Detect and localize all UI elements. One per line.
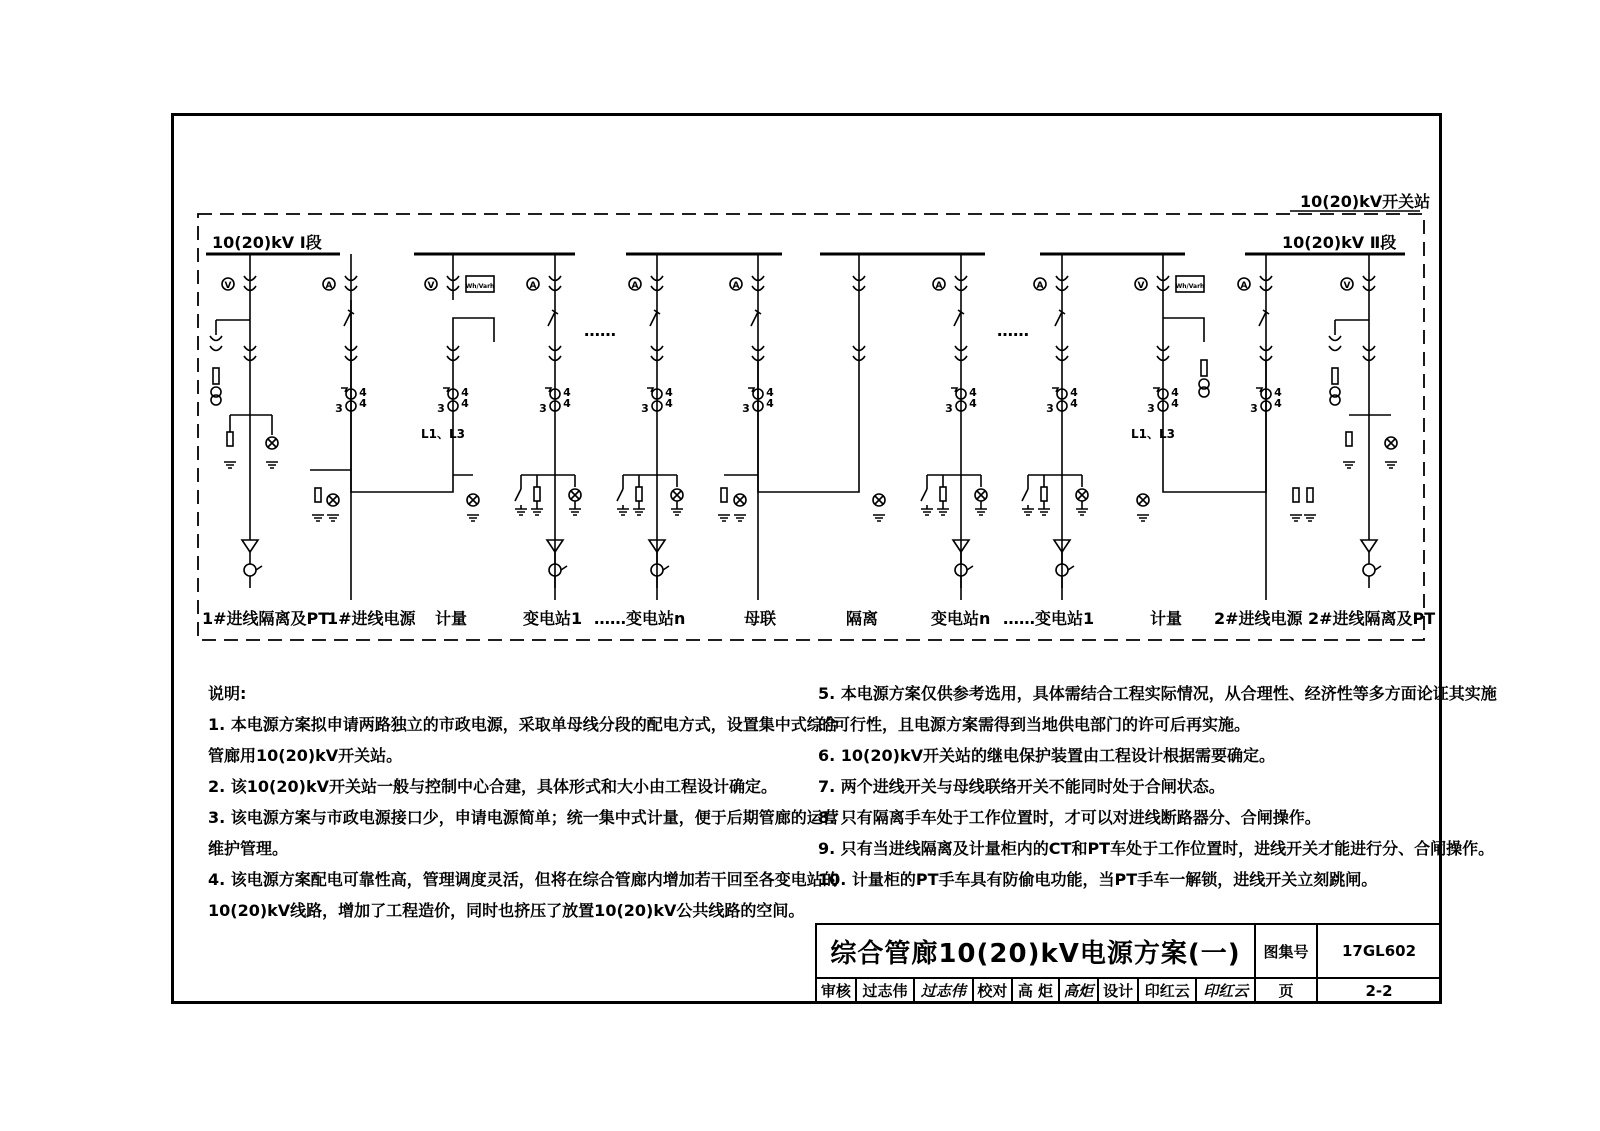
- ct-tap-icon: [1153, 388, 1159, 392]
- ct-label: 4: [359, 386, 367, 399]
- ct-tap-icon: [341, 388, 347, 392]
- indicator-lamp-icon: [469, 496, 477, 504]
- panel-incoming-isolation-pt-2: [1329, 254, 1397, 588]
- bus-left-label: 10(20)kV Ⅰ段: [212, 233, 322, 252]
- earthing-switch-icon: [921, 489, 927, 501]
- ground-icon: [1022, 509, 1034, 515]
- arrester-icon: [534, 487, 540, 501]
- note-line: 6. 10(20)kV开关站的继电保护装置由工程设计根据需要确定。: [818, 746, 1275, 765]
- panel-bus-coupler: [730, 254, 774, 600]
- ct-label: 4: [969, 386, 977, 399]
- plug-contact-icon: [1329, 336, 1341, 341]
- panel-label: ……变电站n: [594, 609, 686, 628]
- panel-substation-1: [515, 254, 581, 600]
- ct-label: 3: [539, 402, 547, 415]
- notes-right: [818, 678, 1497, 895]
- arrester-icon: [227, 432, 233, 446]
- panel-labels: [202, 609, 1435, 628]
- panel-bus-coupler-load: [718, 475, 758, 521]
- panel-label: 1#进线电源: [327, 609, 416, 628]
- voltmeter-icon-text: V: [427, 281, 435, 291]
- ellipsis-right: ……: [997, 321, 1029, 340]
- note-line: 5. 本电源方案仅供参考选用，具体需结合工程实际情况，从合理性、经济性等多方面论证其实施: [818, 684, 1497, 703]
- energy-meter-text: Wh/Varh: [465, 283, 495, 290]
- bus-right-label: 10(20)kV Ⅱ段: [1282, 233, 1397, 252]
- panel-label: 计量: [1150, 609, 1183, 628]
- ammeter-icon-text: A: [529, 281, 537, 291]
- note-line: 4. 该电源方案配电可靠性高，管理调度灵活，但将在综合管廊内增加若干回至各变电站的: [208, 870, 839, 889]
- check-label: 校对: [973, 978, 1013, 1003]
- arrester-icon: [636, 487, 642, 501]
- arrester-icon: [1041, 487, 1047, 501]
- title-block: [815, 923, 1442, 1004]
- panel-label: 1#进线隔离及PT: [202, 609, 330, 628]
- ground-icon: [718, 515, 730, 521]
- fuse-icon: [1332, 368, 1338, 384]
- ct-label: 4: [461, 397, 469, 410]
- panel-label: 计量: [435, 609, 468, 628]
- ground-icon: [1304, 515, 1316, 521]
- ground-icon: [873, 515, 885, 521]
- ct-tap-icon: [951, 388, 957, 392]
- ct-tap-icon: [1256, 388, 1262, 392]
- ground-icon: [1290, 515, 1302, 521]
- ct-label: 4: [1274, 386, 1282, 399]
- note-line: 3. 该电源方案与市政电源接口少，申请电源简单；统一集中式计量，便于后期管廊的运营: [208, 808, 839, 827]
- note-line: 7. 两个进线开关与母线联络开关不能同时处于合闸状态。: [818, 777, 1225, 796]
- note-line: 9. 只有当进线隔离及计量柜内的CT和PT车处于工作位置时，进线开关才能进行分、合闸操作。: [818, 839, 1495, 858]
- ammeter-icon-text: A: [631, 281, 639, 291]
- arrester-icon: [1346, 432, 1352, 446]
- station-label: 10(20)kV开关站: [1300, 192, 1431, 211]
- indicator-lamp-icon: [571, 491, 579, 499]
- arrester-icon: [1307, 488, 1313, 502]
- breaker-icon: [344, 312, 351, 326]
- panel-metering-2: [1131, 254, 1209, 521]
- breaker-icon: [954, 312, 961, 326]
- fuse-icon: [1201, 360, 1207, 376]
- panel-substation-1-right: [1022, 254, 1088, 600]
- ammeter-icon-text: A: [732, 281, 740, 291]
- ammeter-icon-text: A: [935, 281, 943, 291]
- ground-icon: [1137, 515, 1149, 521]
- cable-sealing-icon: [1363, 564, 1375, 576]
- plug-contact-icon: [1329, 346, 1341, 351]
- ct-tap-icon: [647, 388, 653, 392]
- ammeter-icon-text: A: [1240, 281, 1248, 291]
- ground-icon: [515, 509, 527, 515]
- plug-contact-icon: [210, 336, 222, 341]
- ct-label: 4: [1070, 386, 1078, 399]
- ground-icon: [1343, 462, 1355, 468]
- indicator-lamp-icon: [268, 439, 276, 447]
- fuse-icon: [213, 368, 219, 384]
- ct-label: 3: [641, 402, 649, 415]
- ground-icon: [1038, 509, 1050, 515]
- ct-label: 3: [1046, 402, 1054, 415]
- ct-label: 4: [665, 397, 673, 410]
- phase-label: L1、L3: [421, 427, 465, 441]
- page-label: 页: [1255, 978, 1317, 1003]
- breaker-icon: [751, 312, 758, 326]
- ct-tap-icon: [545, 388, 551, 392]
- voltmeter-icon-text: V: [1137, 281, 1145, 291]
- ground-icon: [467, 515, 479, 521]
- designer-name: 印红云: [1138, 978, 1196, 1003]
- ammeter-icon-text: A: [325, 281, 333, 291]
- ct-tap-icon: [1052, 388, 1058, 392]
- ground-icon: [671, 509, 683, 515]
- arrester-icon: [721, 488, 727, 502]
- ct-label: 3: [945, 402, 953, 415]
- review-label: 审核: [816, 978, 856, 1003]
- panel-label: 隔离: [846, 609, 879, 628]
- ellipsis-left: ……: [584, 321, 616, 340]
- panel-label: 2#进线隔离及PT: [1308, 609, 1436, 628]
- panel-metering-1: [310, 254, 494, 521]
- cable-head-icon: [242, 540, 258, 552]
- indicator-lamp-icon: [1078, 491, 1086, 499]
- checker-signature: 高炬: [1059, 978, 1099, 1003]
- ground-icon: [1076, 509, 1088, 515]
- arrester-icon: [1293, 488, 1299, 502]
- note-line: 2. 该10(20)kV开关站一般与控制中心合建，具体形式和大小由工程设计确定。: [208, 777, 777, 796]
- breaker-icon: [650, 312, 657, 326]
- ct-label: 4: [563, 397, 571, 410]
- ct-label: 4: [766, 397, 774, 410]
- station-boundary: [198, 214, 1424, 640]
- ct-label: 4: [461, 386, 469, 399]
- ct-label: 4: [766, 386, 774, 399]
- tie-lines: [351, 300, 1266, 492]
- ct-label: 4: [1171, 386, 1179, 399]
- atlas-number: 17GL602: [1317, 924, 1441, 978]
- panel-label: 变电站1: [523, 609, 583, 628]
- arrester-icon: [940, 487, 946, 501]
- plug-contact-icon: [210, 346, 222, 351]
- note-line: 管廊用10(20)kV开关站。: [208, 746, 403, 765]
- ct-label: 4: [1070, 397, 1078, 410]
- breaker-icon: [548, 312, 555, 326]
- earthing-switch-icon: [617, 489, 623, 501]
- panel-incoming-2-load: [1290, 488, 1316, 521]
- panel-incoming-1: [323, 254, 367, 600]
- ct-label: 4: [1171, 397, 1179, 410]
- page-number: 2-2: [1317, 978, 1441, 1003]
- ct-label: 4: [563, 386, 571, 399]
- panels-layer: [210, 254, 1397, 600]
- note-line: 维护管理。: [208, 839, 289, 858]
- notes-heading: 说明:: [208, 684, 247, 703]
- ct-label: 4: [1274, 397, 1282, 410]
- earthing-switch-icon: [515, 489, 521, 501]
- arrester-icon: [315, 488, 321, 502]
- checker-name: 高 炬: [1012, 978, 1058, 1003]
- ct-label: 3: [437, 402, 445, 415]
- ct-label: 4: [359, 397, 367, 410]
- ct-label: 3: [742, 402, 750, 415]
- voltmeter-icon-text: V: [224, 281, 232, 291]
- indicator-lamp-icon: [329, 496, 337, 504]
- ground-icon: [617, 509, 629, 515]
- panel-substation-n-left: [617, 254, 683, 600]
- panel-label: 变电站n: [931, 609, 991, 628]
- note-line: 8. 只有隔离手车处于工作位置时，才可以对进线断路器分、合闸操作。: [818, 808, 1321, 827]
- ct-label: 3: [335, 402, 343, 415]
- earthing-switch-icon: [1022, 489, 1028, 501]
- designer-signature: 印红云: [1196, 978, 1255, 1003]
- ground-icon: [734, 515, 746, 521]
- breaker-icon: [1259, 312, 1266, 326]
- indicator-lamp-icon: [673, 491, 681, 499]
- ct-tap-icon: [748, 388, 754, 392]
- ground-icon: [633, 509, 645, 515]
- note-line: 10. 计量柜的PT手车具有防偷电功能，当PT手车一解锁，进线开关立刻跳闸。: [818, 870, 1378, 889]
- indicator-lamp-icon: [1387, 439, 1395, 447]
- ground-icon: [312, 515, 324, 521]
- panel-incoming-isolation-pt-1: [210, 254, 278, 588]
- panel-label: ……变电站1: [1003, 609, 1095, 628]
- note-line: 10(20)kV线路，增加了工程造价，同时也挤压了放置10(20)kV公共线路的空间。: [208, 901, 805, 920]
- panel-substation-n-right: [921, 254, 987, 600]
- panel-incoming-2: [1238, 254, 1282, 600]
- note-line: 的可行性，且电源方案需得到当地供电部门的许可后再实施。: [818, 715, 1251, 734]
- ct-label: 4: [665, 386, 673, 399]
- reviewer-name: 过志伟: [856, 978, 914, 1003]
- ammeter-icon-text: A: [1036, 281, 1044, 291]
- ct-label: 3: [1147, 402, 1155, 415]
- indicator-lamp-icon: [1139, 496, 1147, 504]
- ct-label: 4: [969, 397, 977, 410]
- reviewer-signature: 过志伟: [914, 978, 972, 1003]
- voltmeter-icon-text: V: [1343, 281, 1351, 291]
- panel-label: 2#进线电源: [1214, 609, 1303, 628]
- indicator-lamp-icon: [736, 496, 744, 504]
- ground-icon: [531, 509, 543, 515]
- ct-tap-icon: [443, 388, 449, 392]
- phase-label: L1、L3: [1131, 427, 1175, 441]
- ground-icon: [1385, 462, 1397, 468]
- ct-label: 3: [1250, 402, 1258, 415]
- drawing-title: 综合管廊10(20)kV电源方案(一): [816, 924, 1255, 978]
- cable-head-icon: [1361, 540, 1377, 552]
- breaker-icon: [1055, 312, 1062, 326]
- ground-icon: [569, 509, 581, 515]
- tie-metering-incoming2: [1163, 318, 1204, 342]
- notes-left: [208, 678, 839, 926]
- ground-icon: [327, 515, 339, 521]
- ground-icon: [975, 509, 987, 515]
- ground-icon: [224, 462, 236, 468]
- indicator-lamp-icon: [977, 491, 985, 499]
- ground-icon: [266, 462, 278, 468]
- panel-isolation: [853, 254, 885, 521]
- ground-icon: [921, 509, 933, 515]
- tie-incoming1-metering: [351, 300, 494, 492]
- design-label: 设计: [1098, 978, 1138, 1003]
- note-line: 1. 本电源方案拟申请两路独立的市政电源，采取单母线分段的配电方式，设置集中式综合: [208, 715, 839, 734]
- atlas-label: 图集号: [1255, 924, 1317, 978]
- energy-meter-text: Wh/Varh: [1175, 283, 1205, 290]
- cable-sealing-icon: [244, 564, 256, 576]
- indicator-lamp-icon: [875, 496, 883, 504]
- panel-label: 母联: [744, 609, 777, 628]
- ground-icon: [937, 509, 949, 515]
